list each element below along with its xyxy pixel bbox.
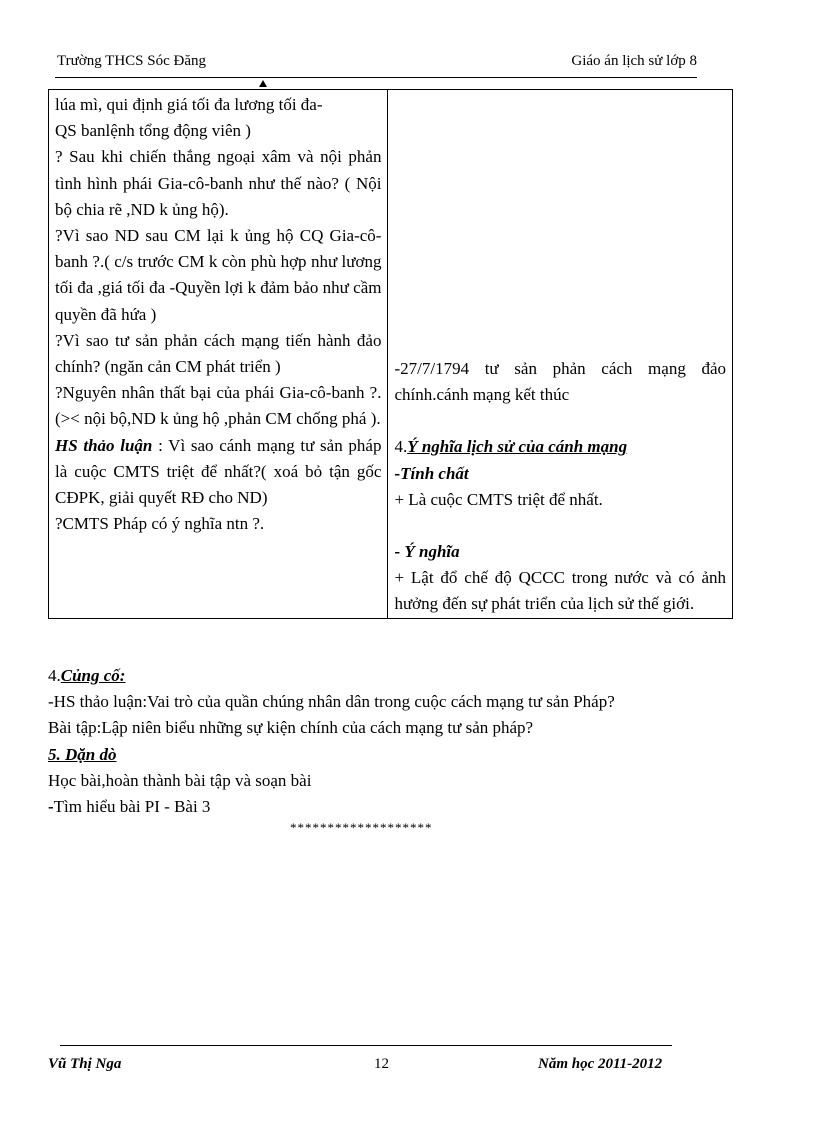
header-divider xyxy=(55,77,697,78)
nature-text: + Là cuộc CMTS triệt để nhất. xyxy=(394,489,603,509)
lesson-followup xyxy=(48,663,748,820)
right-heading xyxy=(394,434,726,460)
left-text-1: lúa mì, qui định giá tối đa lương tối đa- xyxy=(55,95,323,114)
school-year: Năm học 2011-2012 xyxy=(538,1056,663,1072)
nature-label: -Tính chất xyxy=(394,463,469,483)
left-question-5: ?CMTS Pháp có ý nghĩa ntn ?. xyxy=(55,514,265,534)
section-5-line-2 xyxy=(48,794,748,820)
content-cell xyxy=(388,90,733,619)
left-discussion xyxy=(55,433,381,512)
left-text-2: QS banlệnh tổng động viên ) xyxy=(55,121,251,141)
section-4-number: 4. xyxy=(48,666,61,685)
section-4-line-2: Bài tập:Lập niên biểu những sự kiện chính của cách mạng tư sản pháp? xyxy=(48,718,534,738)
teacher-activities-cell xyxy=(49,90,388,619)
lesson-table xyxy=(48,89,733,619)
section-4-line-1: -HS thảo luận:Vai trò của quần chúng nhân dân trong cuộc cách mạng tư sản Pháp? xyxy=(48,692,615,712)
left-question-4: ?Nguyên nhân thất bại của phái Gia-cô-banh ?. (>< nội bộ,ND k ủng hộ ,phản CM chống phá ). xyxy=(55,383,382,429)
dash-mark: - xyxy=(48,797,54,817)
section-4-heading xyxy=(48,663,748,689)
meaning-label: - Ý nghĩa xyxy=(394,542,460,562)
heading-title: Ý nghĩa lịch sử của cánh mạng xyxy=(407,437,628,457)
section-5-line-1: Học bài,hoàn thành bài tập và soạn bài xyxy=(48,770,312,790)
discussion-label: HS thảo luận xyxy=(55,435,153,455)
discussion-text: : Vì sao cánh mạng tư sản pháp là cuộc CMTS triệt để nhất?( xoá bỏ tận gốc CĐPK, giải quyết RĐ cho ND) xyxy=(55,435,382,508)
page-number: 12 xyxy=(374,1056,389,1072)
left-question-2: ?Vì sao ND sau CM lại k ủng hộ CQ Gia-cô-banh ?.( c/s trước CM k còn phù hợp như lương tối đa ,giá tối đa -Quyền lợi k đảm bảo như cầm quyền đã hứa ) xyxy=(55,226,382,324)
table-move-handle-icon[interactable] xyxy=(259,80,267,87)
subject-title: Giáo án lịch sử lớp 8 xyxy=(571,53,697,69)
page-header xyxy=(57,53,697,75)
right-event: -27/7/1794 tư sản phản cách mạng đảo chính.cánh mạng kết thúc xyxy=(394,359,726,405)
section-4-title: Củng cố: xyxy=(60,666,126,685)
end-separator: ******************* xyxy=(290,820,433,835)
meaning-text: + Lật đổ chế độ QCCC trong nước và có ảnh hưởng đến sự phát triển của lịch sử thế giới. xyxy=(394,568,726,614)
left-question-3: ?Vì sao tư sản phản cách mạng tiến hành đảo chính? (ngăn cản CM phát triển ) xyxy=(55,330,382,377)
heading-number: 4. xyxy=(394,437,408,457)
table-row xyxy=(49,90,733,619)
author-name: Vũ Thị Nga xyxy=(48,1056,122,1072)
footer-divider xyxy=(60,1045,672,1046)
section-5-title: 5. Dặn dò xyxy=(48,744,117,764)
section-5-line-2-text: Tìm hiểu bài PI - Bài 3 xyxy=(53,797,211,817)
left-question-1: ? Sau khi chiến thắng ngoại xâm và nội phản tình hình phái Gia-cô-banh như thế nào? ( Nội bộ chia rẽ ,ND k ủng hộ). xyxy=(55,147,382,219)
school-name: Trường THCS Sóc Đăng xyxy=(57,53,207,69)
